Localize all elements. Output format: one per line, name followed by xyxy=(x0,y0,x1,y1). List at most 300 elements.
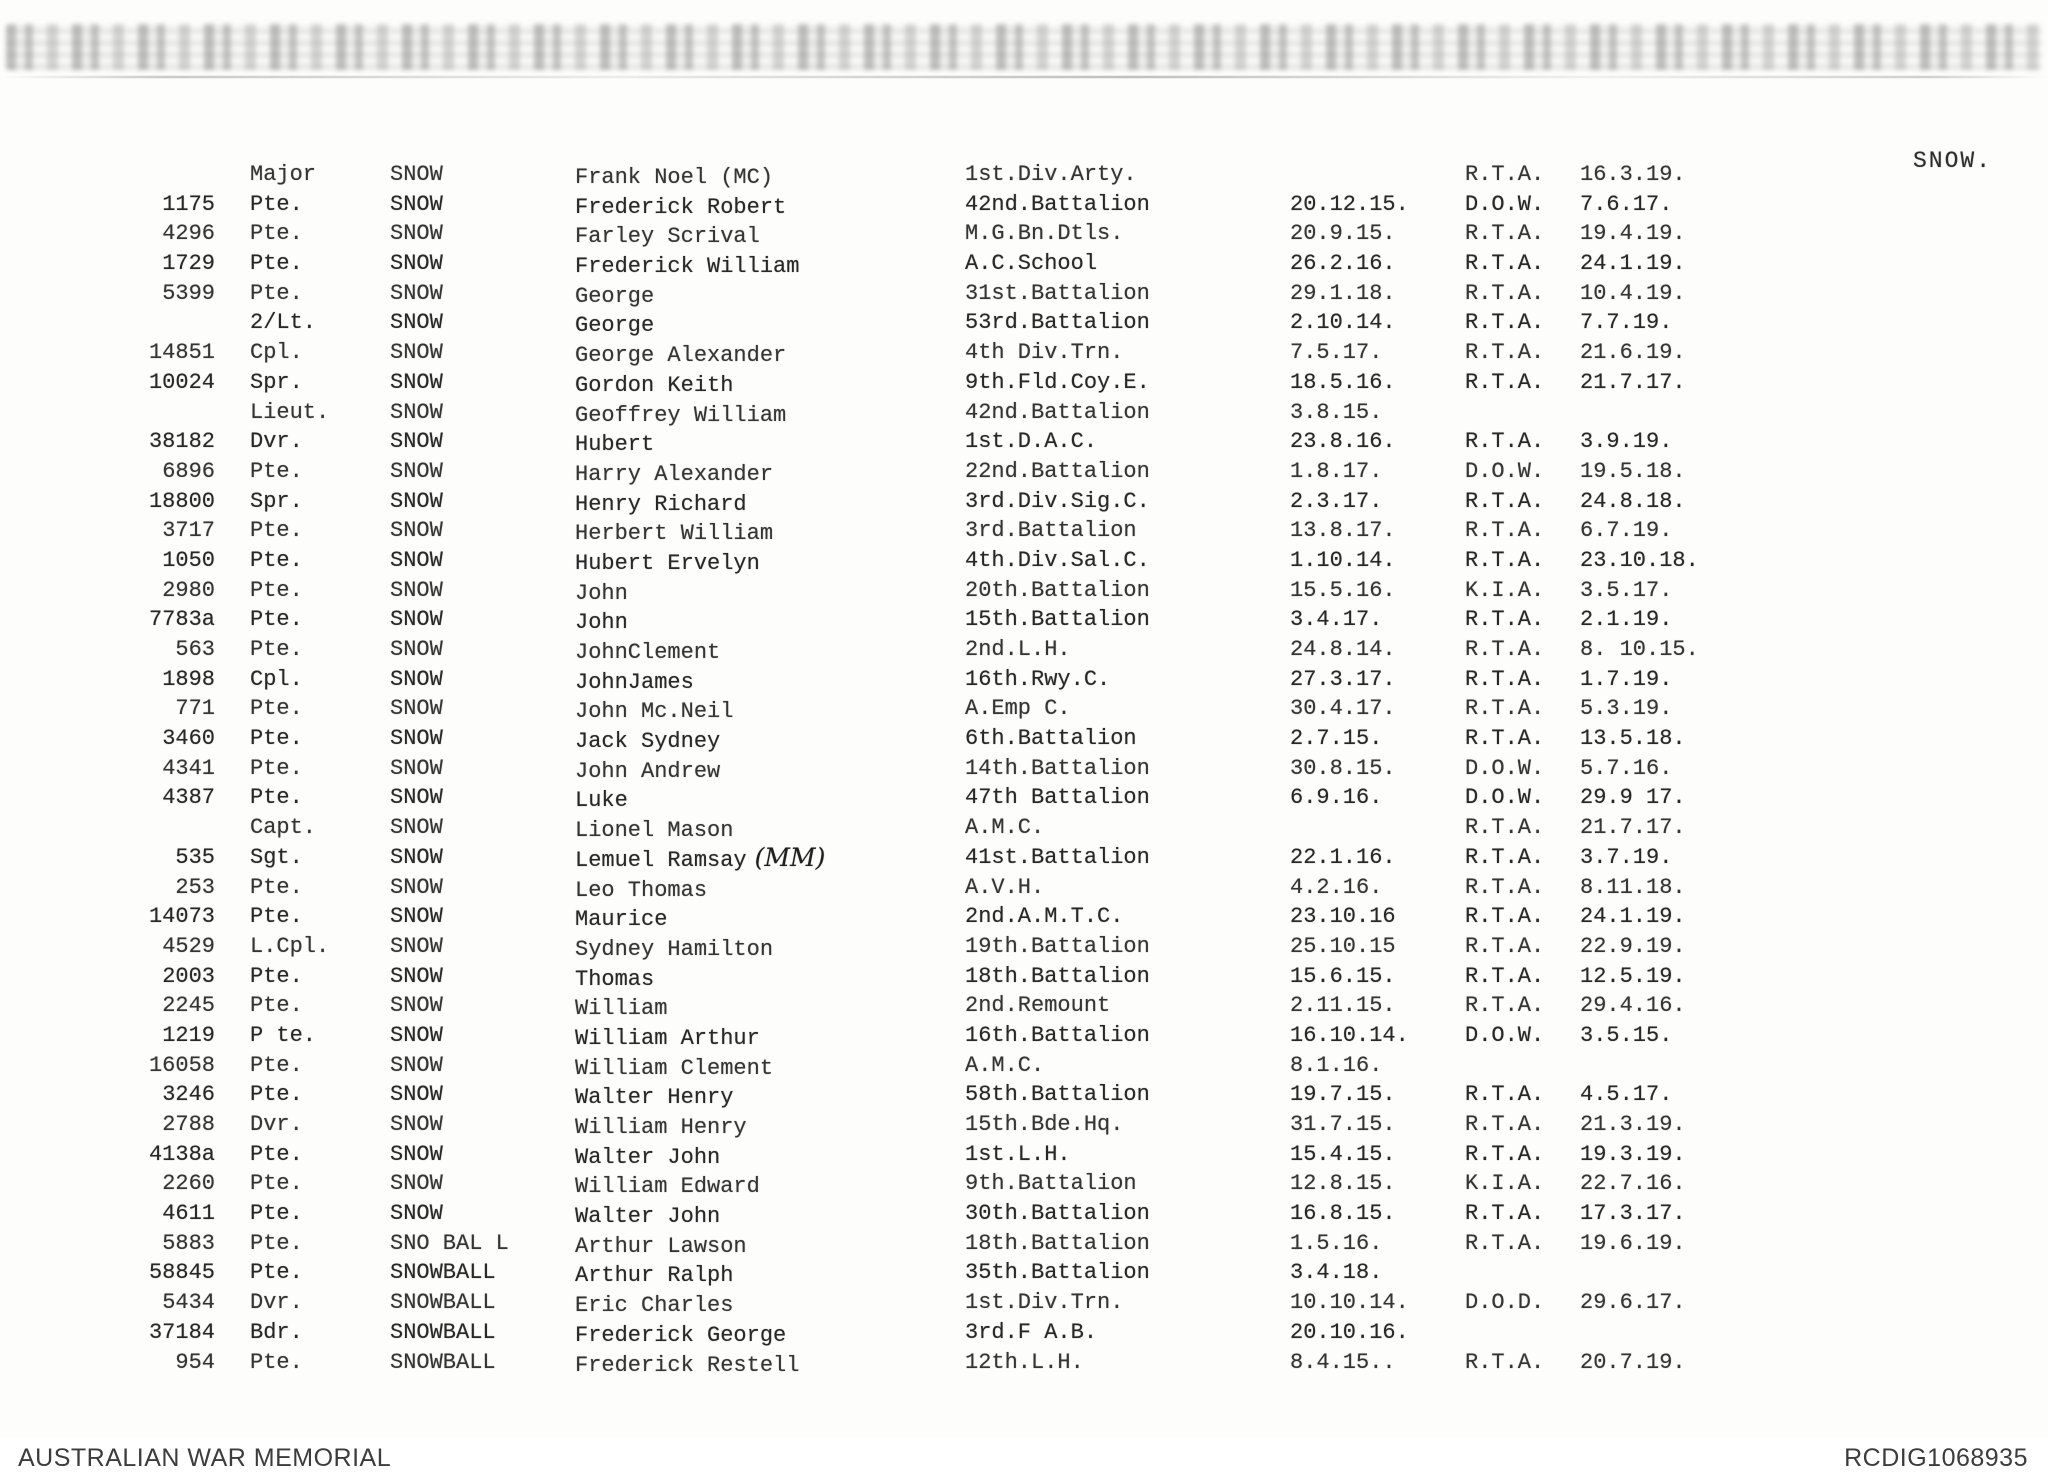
unit-cell: 1st.Div.Arty. xyxy=(965,162,1137,187)
result-cell: R.T.A. xyxy=(1465,280,1545,306)
service-number-cell: 253 xyxy=(175,874,215,900)
rank-cell: Pte. xyxy=(250,518,303,544)
result-date-cell: 21.6.19. xyxy=(1580,340,1686,366)
rank-cell: Pte. xyxy=(250,1349,303,1375)
surname-cell: SNOW xyxy=(390,1141,443,1167)
service-number-cell: 4529 xyxy=(162,933,215,959)
column-gap xyxy=(215,605,250,638)
result-date-cell: 3.5.17. xyxy=(1580,577,1673,603)
given-names-cell xyxy=(575,160,965,193)
result-cell: R.T.A. xyxy=(1465,993,1545,1019)
result-date-cell: 24.8.18. xyxy=(1580,488,1686,514)
rank-cell: Spr. xyxy=(250,488,303,514)
embarkation-date-cell: 3.8.15. xyxy=(1290,399,1383,425)
service-number-cell xyxy=(85,813,215,846)
table-row xyxy=(85,843,1800,873)
given-names-cell xyxy=(575,991,965,1024)
unit-cell: 1st.D.A.C. xyxy=(965,429,1098,455)
result-date-cell xyxy=(1580,1258,1800,1291)
unit-cell: M.G.Bn.Dtls. xyxy=(965,221,1124,247)
result-cell: R.T.A. xyxy=(1465,1201,1545,1227)
given-names-text: Lionel Mason xyxy=(575,818,734,844)
result-cell xyxy=(1465,1258,1580,1291)
result-date-cell: 1.7.19. xyxy=(1580,666,1673,692)
result-cell: R.T.A. xyxy=(1465,1112,1545,1137)
given-names-text: Frank Noel (MC) xyxy=(575,165,774,190)
result-date-cell: 7.6.17. xyxy=(1580,191,1673,217)
embarkation-date-cell: 30.8.15. xyxy=(1290,755,1396,781)
surname-cell: SNOWBALL xyxy=(390,1319,496,1345)
given-names-cell xyxy=(575,1110,965,1143)
column-gap xyxy=(215,1318,250,1351)
rank-cell: L.Cpl. xyxy=(250,933,330,959)
table-row xyxy=(85,368,1800,398)
service-number-cell: 7783a xyxy=(148,607,215,633)
result-date-cell: 10.4.19. xyxy=(1580,280,1686,306)
given-names-text: Hubert Ervelyn xyxy=(575,550,760,576)
embarkation-date-cell: 6.9.16. xyxy=(1290,785,1383,811)
column-gap xyxy=(215,1288,250,1321)
embarkation-date-cell: 15.4.15. xyxy=(1290,1141,1396,1167)
column-gap xyxy=(215,308,250,341)
given-names-cell xyxy=(575,902,965,935)
result-date-cell xyxy=(1580,1051,1800,1084)
embarkation-date-cell: 2.10.14. xyxy=(1290,310,1396,336)
unit-cell: 22nd.Battalion xyxy=(965,458,1150,484)
surname-cell: SNOW xyxy=(390,251,443,277)
rank-cell: Pte. xyxy=(250,755,303,781)
given-names-cell xyxy=(575,427,965,460)
surname-cell: SNOW xyxy=(390,369,443,395)
service-number-cell: 14073 xyxy=(148,904,215,930)
result-date-cell xyxy=(1580,1318,1800,1351)
given-names-cell xyxy=(575,962,965,995)
embarkation-date-cell: 3.4.18. xyxy=(1290,1260,1383,1286)
unit-cell: 47th Battalion xyxy=(965,785,1150,811)
result-cell: R.T.A. xyxy=(1465,429,1545,455)
given-names-cell xyxy=(575,1288,965,1321)
surname-cell: SNOW xyxy=(390,666,443,692)
unit-cell: 3rd.F A.B. xyxy=(965,1319,1098,1345)
given-names-cell xyxy=(575,279,965,312)
surname-cell: SNOW xyxy=(390,1022,443,1048)
column-gap xyxy=(215,219,250,252)
given-names-cell xyxy=(575,368,965,401)
result-date-cell: 21.3.19. xyxy=(1580,1112,1686,1137)
column-gap xyxy=(215,546,250,579)
service-number-cell xyxy=(85,398,215,431)
table-row xyxy=(85,457,1800,487)
result-date-cell: 3.7.19. xyxy=(1580,844,1673,870)
column-gap xyxy=(215,1348,250,1381)
embarkation-date-cell xyxy=(1290,160,1465,193)
embarkation-date-cell: 2.7.15. xyxy=(1290,726,1383,752)
unit-cell: A.M.C. xyxy=(965,1052,1045,1078)
unit-cell: 42nd.Battalion xyxy=(965,191,1150,217)
result-cell: R.T.A. xyxy=(1465,815,1545,841)
given-names-cell xyxy=(575,249,965,282)
table-row xyxy=(85,338,1800,368)
column-gap xyxy=(215,754,250,787)
unit-cell: A.V.H. xyxy=(965,874,1045,900)
embarkation-date-cell xyxy=(1290,813,1465,846)
rank-cell: Pte. xyxy=(250,1230,303,1256)
rank-cell: Pte. xyxy=(250,280,303,306)
service-number-cell: 16058 xyxy=(148,1052,215,1078)
scan-rule-line xyxy=(0,76,2048,78)
embarkation-date-cell: 1.5.16. xyxy=(1290,1230,1383,1256)
given-names-text: JohnClement xyxy=(575,640,721,665)
given-names-cell xyxy=(575,1229,965,1262)
given-names-text: Frederick William xyxy=(575,254,800,280)
table-row xyxy=(85,724,1800,754)
embarkation-date-cell: 29.1.18. xyxy=(1290,280,1396,306)
unit-cell: 4th.Div.Sal.C. xyxy=(965,547,1150,573)
result-cell: R.T.A. xyxy=(1465,1349,1545,1375)
surname-cell: SNOW xyxy=(390,874,443,900)
rank-cell: Pte. xyxy=(250,577,303,603)
result-date-cell: 23.10.18. xyxy=(1580,547,1699,573)
table-row xyxy=(85,546,1800,576)
column-gap xyxy=(215,694,250,727)
surname-cell: SNOW xyxy=(390,547,443,573)
unit-cell: 2nd.Remount xyxy=(965,993,1111,1019)
table-row xyxy=(85,1348,1800,1378)
rank-cell: Sgt. xyxy=(250,844,303,870)
result-cell: R.T.A. xyxy=(1465,844,1545,870)
embarkation-date-cell: 27.3.17. xyxy=(1290,666,1396,692)
result-date-cell: 5.3.19. xyxy=(1580,696,1673,722)
given-names-text: Jack Sydney xyxy=(575,729,721,755)
service-number-cell: 535 xyxy=(175,844,215,870)
given-names-cell xyxy=(575,487,965,520)
surname-page-heading: SNOW. xyxy=(1912,148,1992,174)
given-names-text: JohnJames xyxy=(575,669,694,695)
unit-cell: 58th.Battalion xyxy=(965,1082,1150,1108)
result-date-cell: 21.7.17. xyxy=(1580,815,1686,841)
result-cell: D.O.W. xyxy=(1465,1022,1545,1048)
result-date-cell xyxy=(1580,398,1800,431)
viewer-footer xyxy=(0,1437,2048,1481)
table-row xyxy=(85,1318,1800,1348)
result-date-cell: 8.11.18. xyxy=(1580,874,1686,900)
surname-cell: SNOW xyxy=(390,993,443,1019)
surname-cell: SNOW xyxy=(390,577,443,603)
result-cell: R.T.A. xyxy=(1465,251,1545,277)
result-date-cell: 19.5.18. xyxy=(1580,458,1686,484)
unit-cell: 18th.Battalion xyxy=(965,1230,1150,1256)
rank-cell: Pte. xyxy=(250,1260,303,1286)
result-cell: R.T.A. xyxy=(1465,369,1545,395)
service-number-cell: 2980 xyxy=(162,577,215,603)
given-names-cell xyxy=(575,457,965,490)
surname-cell: SNOW xyxy=(390,815,443,841)
given-names-cell xyxy=(575,516,965,549)
given-names-cell xyxy=(575,338,965,371)
given-names-cell xyxy=(575,576,965,609)
result-cell: R.T.A. xyxy=(1465,1082,1545,1108)
unit-cell: 16th.Battalion xyxy=(965,1022,1150,1048)
result-cell: K.I.A. xyxy=(1465,577,1545,603)
service-number-cell: 1175 xyxy=(162,191,215,217)
surname-cell: SNOW xyxy=(390,933,443,959)
result-date-cell: 2.1.19. xyxy=(1580,607,1673,633)
result-cell: R.T.A. xyxy=(1465,1230,1545,1256)
service-number-cell: 3460 xyxy=(162,726,215,752)
given-names-text: George xyxy=(575,283,655,309)
surname-cell: SNOWBALL xyxy=(390,1349,496,1375)
given-names-cell xyxy=(575,724,965,757)
column-gap xyxy=(215,665,250,698)
table-row xyxy=(85,1051,1800,1081)
given-names-cell xyxy=(575,1258,965,1291)
given-names-cell xyxy=(575,873,965,906)
given-names-cell xyxy=(575,754,965,787)
result-cell xyxy=(1465,1051,1580,1084)
given-names-text: Leo Thomas xyxy=(575,877,708,903)
given-names-text: Walter John xyxy=(575,1144,721,1170)
given-names-text: Geoffrey William xyxy=(575,402,787,428)
unit-cell: 14th.Battalion xyxy=(965,755,1150,781)
service-number-cell: 3246 xyxy=(162,1082,215,1108)
embarkation-date-cell: 20.9.15. xyxy=(1290,221,1396,247)
rank-cell: Pte. xyxy=(250,696,303,722)
surname-cell: SNOW xyxy=(390,280,443,306)
surname-cell: SNOW xyxy=(390,755,443,781)
service-number-cell: 1898 xyxy=(162,666,215,692)
result-cell: R.T.A. xyxy=(1465,310,1545,336)
embarkation-date-cell: 25.10.15 xyxy=(1290,933,1396,959)
service-number-cell: 10024 xyxy=(148,369,215,395)
column-gap xyxy=(215,932,250,965)
table-row xyxy=(85,516,1800,546)
result-cell: R.T.A. xyxy=(1465,221,1545,247)
table-row xyxy=(85,1199,1800,1229)
result-date-cell: 3.9.19. xyxy=(1580,429,1673,455)
unit-cell: 35th.Battalion xyxy=(965,1260,1150,1286)
unit-cell: 18th.Battalion xyxy=(965,963,1150,989)
unit-cell: A.Emp C. xyxy=(965,696,1071,722)
table-row xyxy=(85,1021,1800,1051)
rank-cell: Pte. xyxy=(250,607,303,633)
result-cell: R.T.A. xyxy=(1465,488,1545,514)
embarkation-date-cell: 30.4.17. xyxy=(1290,696,1396,722)
result-date-cell: 8. 10.15. xyxy=(1580,637,1699,662)
embarkation-date-cell: 12.8.15. xyxy=(1290,1171,1396,1197)
surname-cell: SNOW xyxy=(390,191,443,217)
table-row xyxy=(85,1229,1800,1259)
surname-cell: SNOW xyxy=(390,726,443,752)
embarkation-date-cell: 26.2.16. xyxy=(1290,251,1396,277)
given-names-cell xyxy=(575,546,965,579)
column-gap xyxy=(215,398,250,431)
service-number-cell: 5434 xyxy=(162,1290,215,1316)
service-number-cell: 1050 xyxy=(162,547,215,573)
given-names-cell xyxy=(575,843,965,876)
result-date-cell: 29.9 17. xyxy=(1580,785,1686,811)
given-names-text: Gordon Keith xyxy=(575,372,734,398)
result-date-cell: 3.5.15. xyxy=(1580,1022,1673,1048)
given-names-cell xyxy=(575,694,965,727)
result-cell: R.T.A. xyxy=(1465,963,1545,989)
result-date-cell: 7.7.19. xyxy=(1580,310,1673,336)
unit-cell: 3rd.Div.Sig.C. xyxy=(965,488,1150,514)
column-gap xyxy=(215,1199,250,1232)
result-date-cell: 19.6.19. xyxy=(1580,1230,1686,1256)
given-names-text: William Edward xyxy=(575,1174,760,1200)
surname-cell: SNOW xyxy=(390,844,443,870)
service-number-cell: 4341 xyxy=(162,755,215,781)
given-names-text: Maurice xyxy=(575,907,668,933)
embarkation-date-cell: 4.2.16. xyxy=(1290,874,1383,900)
rank-cell: Major xyxy=(250,162,317,187)
service-number-cell: 2260 xyxy=(162,1171,215,1197)
column-gap xyxy=(215,1080,250,1113)
table-row xyxy=(85,902,1800,932)
embarkation-date-cell: 23.8.16. xyxy=(1290,429,1396,455)
unit-cell: 2nd.A.M.T.C. xyxy=(965,904,1124,930)
given-names-text: George Alexander xyxy=(575,343,787,369)
unit-cell: 6th.Battalion xyxy=(965,726,1137,752)
surname-cell: SNOW xyxy=(390,904,443,930)
given-names-cell xyxy=(575,398,965,431)
rank-cell: Cpl. xyxy=(250,666,303,692)
table-row xyxy=(85,694,1800,724)
result-date-cell: 29.6.17. xyxy=(1580,1290,1686,1316)
rank-cell: Pte. xyxy=(250,637,303,662)
result-date-cell: 6.7.19. xyxy=(1580,518,1673,544)
rank-cell: Lieut. xyxy=(250,399,330,425)
table-row xyxy=(85,1140,1800,1170)
handwritten-annotation: (MM) xyxy=(754,842,826,872)
rank-cell: Spr. xyxy=(250,369,303,395)
column-gap xyxy=(215,190,250,223)
result-cell: R.T.A. xyxy=(1465,904,1545,930)
table-row xyxy=(85,160,1800,190)
service-number-cell: 3717 xyxy=(162,518,215,544)
given-names-text: Walter Henry xyxy=(575,1085,734,1111)
given-names-text: John Andrew xyxy=(575,758,721,784)
given-names-cell xyxy=(575,1080,965,1113)
unit-cell: 3rd.Battalion xyxy=(965,518,1137,544)
column-gap xyxy=(215,1110,250,1143)
unit-cell: 30th.Battalion xyxy=(965,1201,1150,1227)
given-names-text: Frederick George xyxy=(575,1322,787,1348)
rank-cell: Pte. xyxy=(250,547,303,573)
service-number-cell: 954 xyxy=(175,1349,215,1375)
given-names-cell xyxy=(575,932,965,965)
result-date-cell: 19.4.19. xyxy=(1580,221,1686,247)
embarkation-date-cell: 19.7.15. xyxy=(1290,1082,1396,1108)
rank-cell: Pte. xyxy=(250,251,303,277)
service-number-cell xyxy=(85,160,215,193)
embarkation-date-cell: 16.8.15. xyxy=(1290,1201,1396,1227)
column-gap xyxy=(215,962,250,995)
embarkation-date-cell: 3.4.17. xyxy=(1290,607,1383,633)
table-row xyxy=(85,487,1800,517)
service-number-cell: 563 xyxy=(175,637,215,662)
column-gap xyxy=(215,160,250,193)
embarkation-date-cell: 2.11.15. xyxy=(1290,993,1396,1019)
rank-cell: Capt. xyxy=(250,815,317,841)
result-date-cell: 21.7.17. xyxy=(1580,369,1686,395)
service-number-cell: 771 xyxy=(175,696,215,722)
service-number-cell: 5399 xyxy=(162,280,215,306)
given-names-text: Luke xyxy=(575,788,628,814)
surname-cell: SNOW xyxy=(390,340,443,366)
given-names-text: Walter John xyxy=(575,1204,721,1230)
table-row xyxy=(85,427,1800,457)
given-names-text: Arthur Lawson xyxy=(575,1233,747,1259)
table-row xyxy=(85,813,1800,843)
service-number-cell: 38182 xyxy=(148,429,215,455)
given-names-text: John Mc.Neil xyxy=(575,699,734,725)
rank-cell: Pte. xyxy=(250,726,303,752)
result-date-cell: 16.3.19. xyxy=(1580,162,1686,187)
embarkation-date-cell: 20.10.16. xyxy=(1290,1319,1409,1345)
column-gap xyxy=(215,843,250,876)
service-number-cell: 1219 xyxy=(162,1022,215,1048)
rank-cell: P te. xyxy=(250,1022,317,1048)
column-gap xyxy=(215,487,250,520)
result-cell: R.T.A. xyxy=(1465,666,1545,692)
given-names-cell xyxy=(575,308,965,341)
result-date-cell: 12.5.19. xyxy=(1580,963,1686,989)
result-cell: R.T.A. xyxy=(1465,874,1545,900)
surname-cell: SNOW xyxy=(390,637,443,662)
service-number-cell: 4387 xyxy=(162,785,215,811)
given-names-cell xyxy=(575,1021,965,1054)
result-cell xyxy=(1465,398,1580,431)
unit-cell: 1st.Div.Trn. xyxy=(965,1290,1124,1316)
rank-cell: Pte. xyxy=(250,1171,303,1197)
given-names-text: John xyxy=(575,580,628,606)
rank-cell: Pte. xyxy=(250,993,303,1019)
result-cell: R.T.A. xyxy=(1465,547,1545,573)
nominal-roll-table xyxy=(85,160,1800,1377)
service-number-cell: 2245 xyxy=(162,993,215,1019)
given-names-cell xyxy=(575,1348,965,1381)
embarkation-date-cell: 10.10.14. xyxy=(1290,1290,1409,1316)
table-row xyxy=(85,1169,1800,1199)
rank-cell: Dvr. xyxy=(250,429,303,455)
rank-cell: Dvr. xyxy=(250,1290,303,1316)
table-row xyxy=(85,665,1800,695)
source-attribution-label: AUSTRALIAN WAR MEMORIAL xyxy=(18,1444,392,1472)
given-names-cell xyxy=(575,813,965,846)
service-number-cell xyxy=(85,308,215,341)
service-number-cell: 1729 xyxy=(162,251,215,277)
given-names-cell xyxy=(575,1051,965,1084)
column-gap xyxy=(215,1051,250,1084)
unit-cell: 15th.Battalion xyxy=(965,607,1150,633)
given-names-text: William Henry xyxy=(575,1115,747,1140)
rank-cell: Pte. xyxy=(250,1141,303,1167)
given-names-cell xyxy=(575,635,965,668)
embarkation-date-cell: 7.5.17. xyxy=(1290,340,1383,366)
service-number-cell: 18800 xyxy=(148,488,215,514)
surname-cell: SNOW xyxy=(390,607,443,633)
surname-cell: SNOW xyxy=(390,310,443,336)
given-names-text: John xyxy=(575,610,628,636)
given-names-cell xyxy=(575,1318,965,1351)
given-names-cell xyxy=(575,605,965,638)
table-row xyxy=(85,1258,1800,1288)
given-names-text: Henry Richard xyxy=(575,491,747,517)
unit-cell: 2nd.L.H. xyxy=(965,637,1071,662)
unit-cell: A.C.School xyxy=(965,251,1098,277)
unit-cell: 19th.Battalion xyxy=(965,933,1150,959)
